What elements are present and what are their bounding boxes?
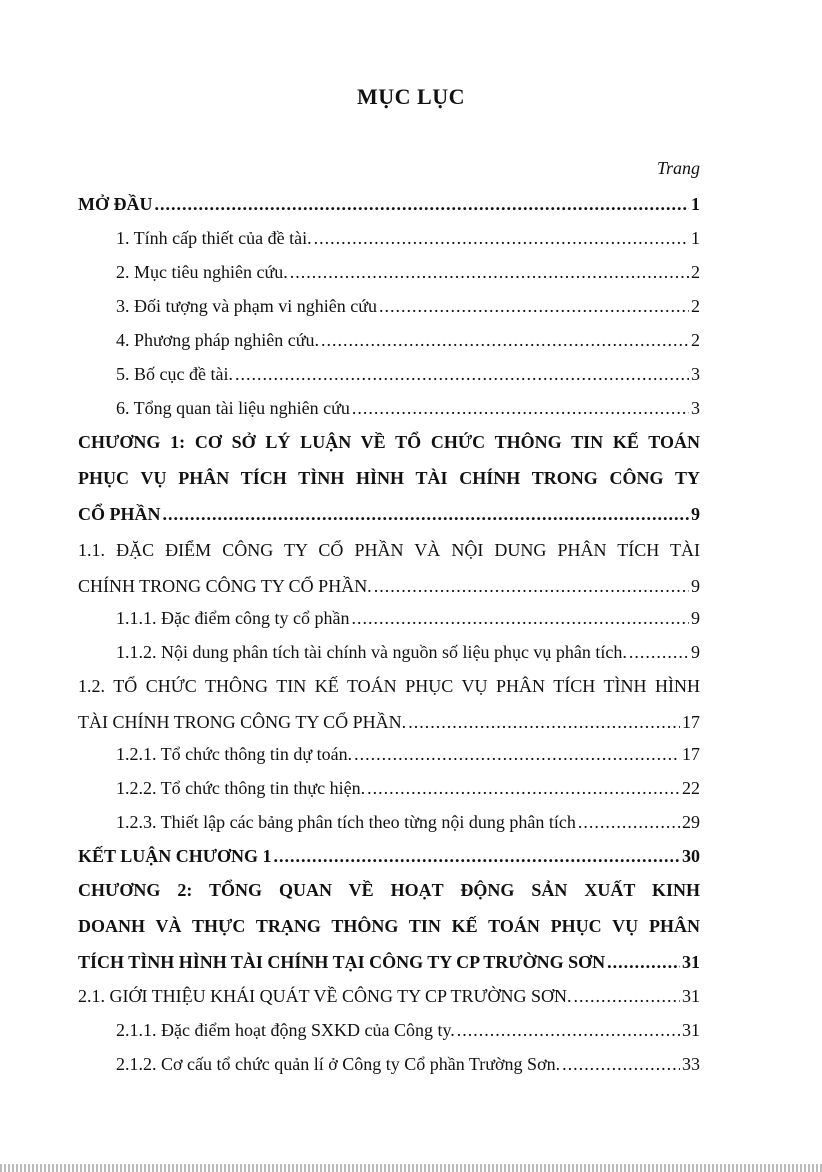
toc-entry: 4. Phương pháp nghiên cứu. ..... 2 <box>78 322 700 358</box>
page-number: 1 <box>691 228 700 248</box>
dot-leader <box>351 600 689 636</box>
page-number: 2 <box>691 330 700 350</box>
toc-entry-section: 1.2. TỔ CHỨC THÔNG TIN KẾ TOÁN PHỤC VỤ PHÂN TÍCH TÌNH HÌNH TÀI CHÍNH TRONG CÔNG TY CỔ PHẦN. ..... 17 <box>78 668 700 740</box>
page-number: 22 <box>682 778 700 798</box>
page-number: 1 <box>691 194 700 214</box>
dot-leader <box>457 1012 680 1048</box>
dot-leader <box>321 322 689 358</box>
scan-edge <box>0 1164 822 1172</box>
dot-leader <box>562 1046 680 1082</box>
dot-leader <box>163 496 690 532</box>
page-number: 9 <box>691 608 700 628</box>
toc-entry-section: 1.1. ĐẶC ĐIỂM CÔNG TY CỔ PHẦN VÀ NỘI DUNG PHÂN TÍCH TÀI CHÍNH TRONG CÔNG TY CỔ PHẦN. ..... 9 <box>78 532 700 604</box>
dot-leader <box>578 804 680 840</box>
page-number: 17 <box>682 712 700 732</box>
toc-entry: 1.1.2. Nội dung phân tích tài chính và nguồn số liệu phục vụ phân tích. ..... 9 <box>78 634 700 670</box>
page-title: MỤC LỤC <box>357 84 465 109</box>
page-number: 3 <box>691 398 700 418</box>
toc-entry-section: 2.1. GIỚI THIỆU KHÁI QUÁT VỀ CÔNG TY CP TRƯỜNG SƠN. ..... 31 <box>78 978 700 1014</box>
dot-leader <box>379 288 689 324</box>
toc-entry: 6. Tổng quan tài liệu nghiên cứu ..... 3 <box>78 390 700 426</box>
toc-entry-chapter-conclusion: KẾT LUẬN CHƯƠNG 1 ..... 30 <box>78 838 700 874</box>
dot-leader <box>607 944 680 980</box>
toc-entry: 5. Bố cục đề tài. ..... 3 <box>78 356 700 392</box>
page-number: 2 <box>691 262 700 282</box>
toc-entry: 1.2.2. Tổ chức thông tin thực hiện. ..... 22 <box>78 770 700 806</box>
page-number: 31 <box>682 986 700 1006</box>
toc-entry: 1.2.1. Tổ chức thông tin dự toán. ..... 17 <box>78 736 700 772</box>
dot-leader <box>573 978 680 1014</box>
toc-entry: MỞ ĐẦU ..... 1 <box>78 186 700 222</box>
page-number: 9 <box>691 642 700 662</box>
dot-leader <box>374 568 689 604</box>
dot-leader <box>352 390 689 426</box>
toc-entry: 2.1.1. Đặc điểm hoạt động SXKD của Công ty. ..... 31 <box>78 1012 700 1048</box>
page-number: 9 <box>691 576 700 596</box>
toc-entry: 3. Đối tượng và phạm vi nghiên cứu ..... 2 <box>78 288 700 324</box>
page-number: 9 <box>691 504 700 524</box>
page-number: 30 <box>682 846 700 866</box>
dot-leader <box>290 254 689 290</box>
page-column-label: Trang <box>656 158 700 178</box>
dot-leader <box>408 704 680 740</box>
dot-leader <box>354 736 680 772</box>
page-number: 3 <box>691 364 700 384</box>
toc-entry-chapter: CHƯƠNG 2: TỔNG QUAN VỀ HOẠT ĐỘNG SẢN XUẤT KINH DOANH VÀ THỰC TRẠNG THÔNG TIN KẾ TOÁN PHỤC VỤ PHÂN TÍCH TÌNH HÌNH TÀI CHÍNH TẠI CÔNG TY CP TRƯỜNG SƠN ..... 31 <box>78 872 700 980</box>
dot-leader <box>235 356 689 392</box>
dot-leader <box>367 770 680 806</box>
toc-entry: 2. Mục tiêu nghiên cứu. ..... 2 <box>78 254 700 290</box>
dot-leader <box>274 838 680 874</box>
toc-entry: 1.2.3. Thiết lập các bảng phân tích theo từng nội dung phân tích ..... 29 <box>78 804 700 840</box>
page-number: 29 <box>682 812 700 832</box>
dot-leader <box>314 220 689 256</box>
toc-entry: 2.1.2. Cơ cấu tổ chức quản lí ở Công ty Cổ phần Trường Sơn. ..... 33 <box>78 1046 700 1082</box>
page-number: 17 <box>682 744 700 764</box>
toc-entry: 1. Tính cấp thiết của đề tài. ..... 1 <box>78 220 700 256</box>
dot-leader <box>629 634 689 670</box>
toc-entry-chapter: CHƯƠNG 1: CƠ SỞ LÝ LUẬN VỀ TỔ CHỨC THÔNG TIN KẾ TOÁN PHỤC VỤ PHÂN TÍCH TÌNH HÌNH TÀI CHÍNH TRONG CÔNG TY CỔ PHẦN ..... 9 <box>78 424 700 532</box>
page-number: 31 <box>682 952 700 972</box>
page-number: 31 <box>682 1020 700 1040</box>
toc-entry: 1.1.1. Đặc điểm công ty cổ phần ..... 9 <box>78 600 700 636</box>
dot-leader <box>155 186 690 222</box>
page-number: 2 <box>691 296 700 316</box>
page-number: 33 <box>682 1054 700 1074</box>
